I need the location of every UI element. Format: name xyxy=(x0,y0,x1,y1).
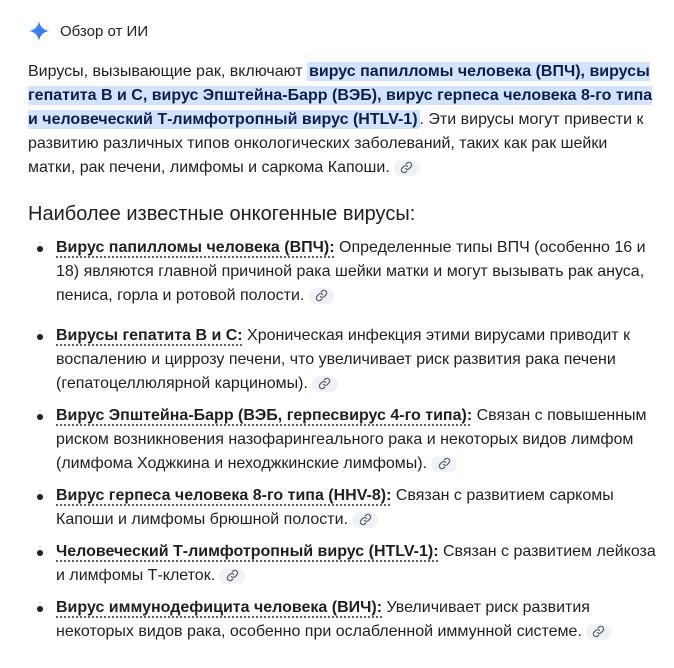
ai-overview-header xyxy=(28,20,148,42)
intro-prefix: Вирусы, вызывающие рак, включают xyxy=(28,63,308,80)
link-icon xyxy=(315,289,328,302)
list-item-term[interactable]: Вирус иммунодефицита человека (ВИЧ): xyxy=(56,599,383,616)
list-item-text: Увеличивает риск развития некоторых видов рака, особенно при ослабленной иммунной системе. xyxy=(56,599,590,640)
source-link-button[interactable] xyxy=(431,456,457,472)
link-icon xyxy=(592,625,605,638)
list-item-term[interactable]: Вирус Эпштейна-Барр (ВЭБ, герпесвирус 4-го типа): xyxy=(56,407,473,424)
link-icon xyxy=(318,377,331,390)
source-link-button[interactable] xyxy=(219,568,245,584)
link-icon xyxy=(438,457,451,470)
list-item-term[interactable]: Вирус герпеса человека 8-го типа (HHV-8): xyxy=(56,487,392,504)
list-item xyxy=(28,484,660,532)
list-item-term[interactable]: Вирусы гепатита В и С: xyxy=(56,327,243,344)
source-link-button[interactable] xyxy=(352,512,378,528)
link-icon xyxy=(400,161,413,174)
ai-overview-title: Обзор от ИИ xyxy=(60,22,149,40)
list-item-text: Связан с развитием лейкоза и лимфомы Т-клеток. xyxy=(56,543,656,584)
list-item xyxy=(28,324,660,396)
list-item-text: Связан с повышенным риском возникновения назофарингеального рака и некоторых видов лимфом (лимфома Ходжкина и неходжкинские лимфомы). xyxy=(56,407,647,472)
intro-highlight[interactable]: вирус папилломы человека (ВПЧ), вирусы гепатита В и С, вирус Эпштейна-Барр (ВЭБ), вирус герпеса человека 8-го типа и человеческий Т-лимфотропный вирус (HTLV-1) xyxy=(28,63,653,128)
source-link-button[interactable] xyxy=(312,376,338,392)
link-icon xyxy=(226,569,239,582)
gemini-spark-icon xyxy=(28,20,50,42)
source-link-button[interactable] xyxy=(308,288,334,304)
intro-paragraph xyxy=(28,60,658,180)
source-link-button[interactable] xyxy=(394,160,420,176)
oncogenic-virus-list xyxy=(28,236,660,644)
link-icon xyxy=(359,513,372,526)
list-item xyxy=(28,404,660,476)
list-item-term[interactable]: Вирус папилломы человека (ВПЧ): xyxy=(56,239,335,256)
list-item-text: Хроническая инфекция этими вирусами приводит к воспалению и циррозу печени, что увеличивает риск развития рака печени (гепатоцеллюлярной карциномы). xyxy=(56,327,631,392)
list-item-text: Связан с развитием саркомы Капоши и лимфомы брюшной полости. xyxy=(56,487,614,528)
list-item-term[interactable]: Человеческий Т-лимфотропный вирус (HTLV-1): xyxy=(56,543,439,560)
source-link-button[interactable] xyxy=(586,624,612,640)
section-title: Наиболее известные онкогенные вирусы: xyxy=(28,203,416,225)
intro-suffix: . Эти вирусы могут привести к развитию различных типов онкологических заболеваний, таких как рак шейки матки, рак печени, лимфомы и саркома Капоши. xyxy=(28,111,644,176)
list-item xyxy=(28,596,660,644)
list-item xyxy=(28,540,660,588)
list-item-text: Определенные типы ВПЧ (особенно 16 и 18) являются главной причиной рака шейки матки и могут вызывать рак ануса, пениса, горла и ротовой полости. xyxy=(56,239,646,304)
list-item xyxy=(28,236,660,308)
